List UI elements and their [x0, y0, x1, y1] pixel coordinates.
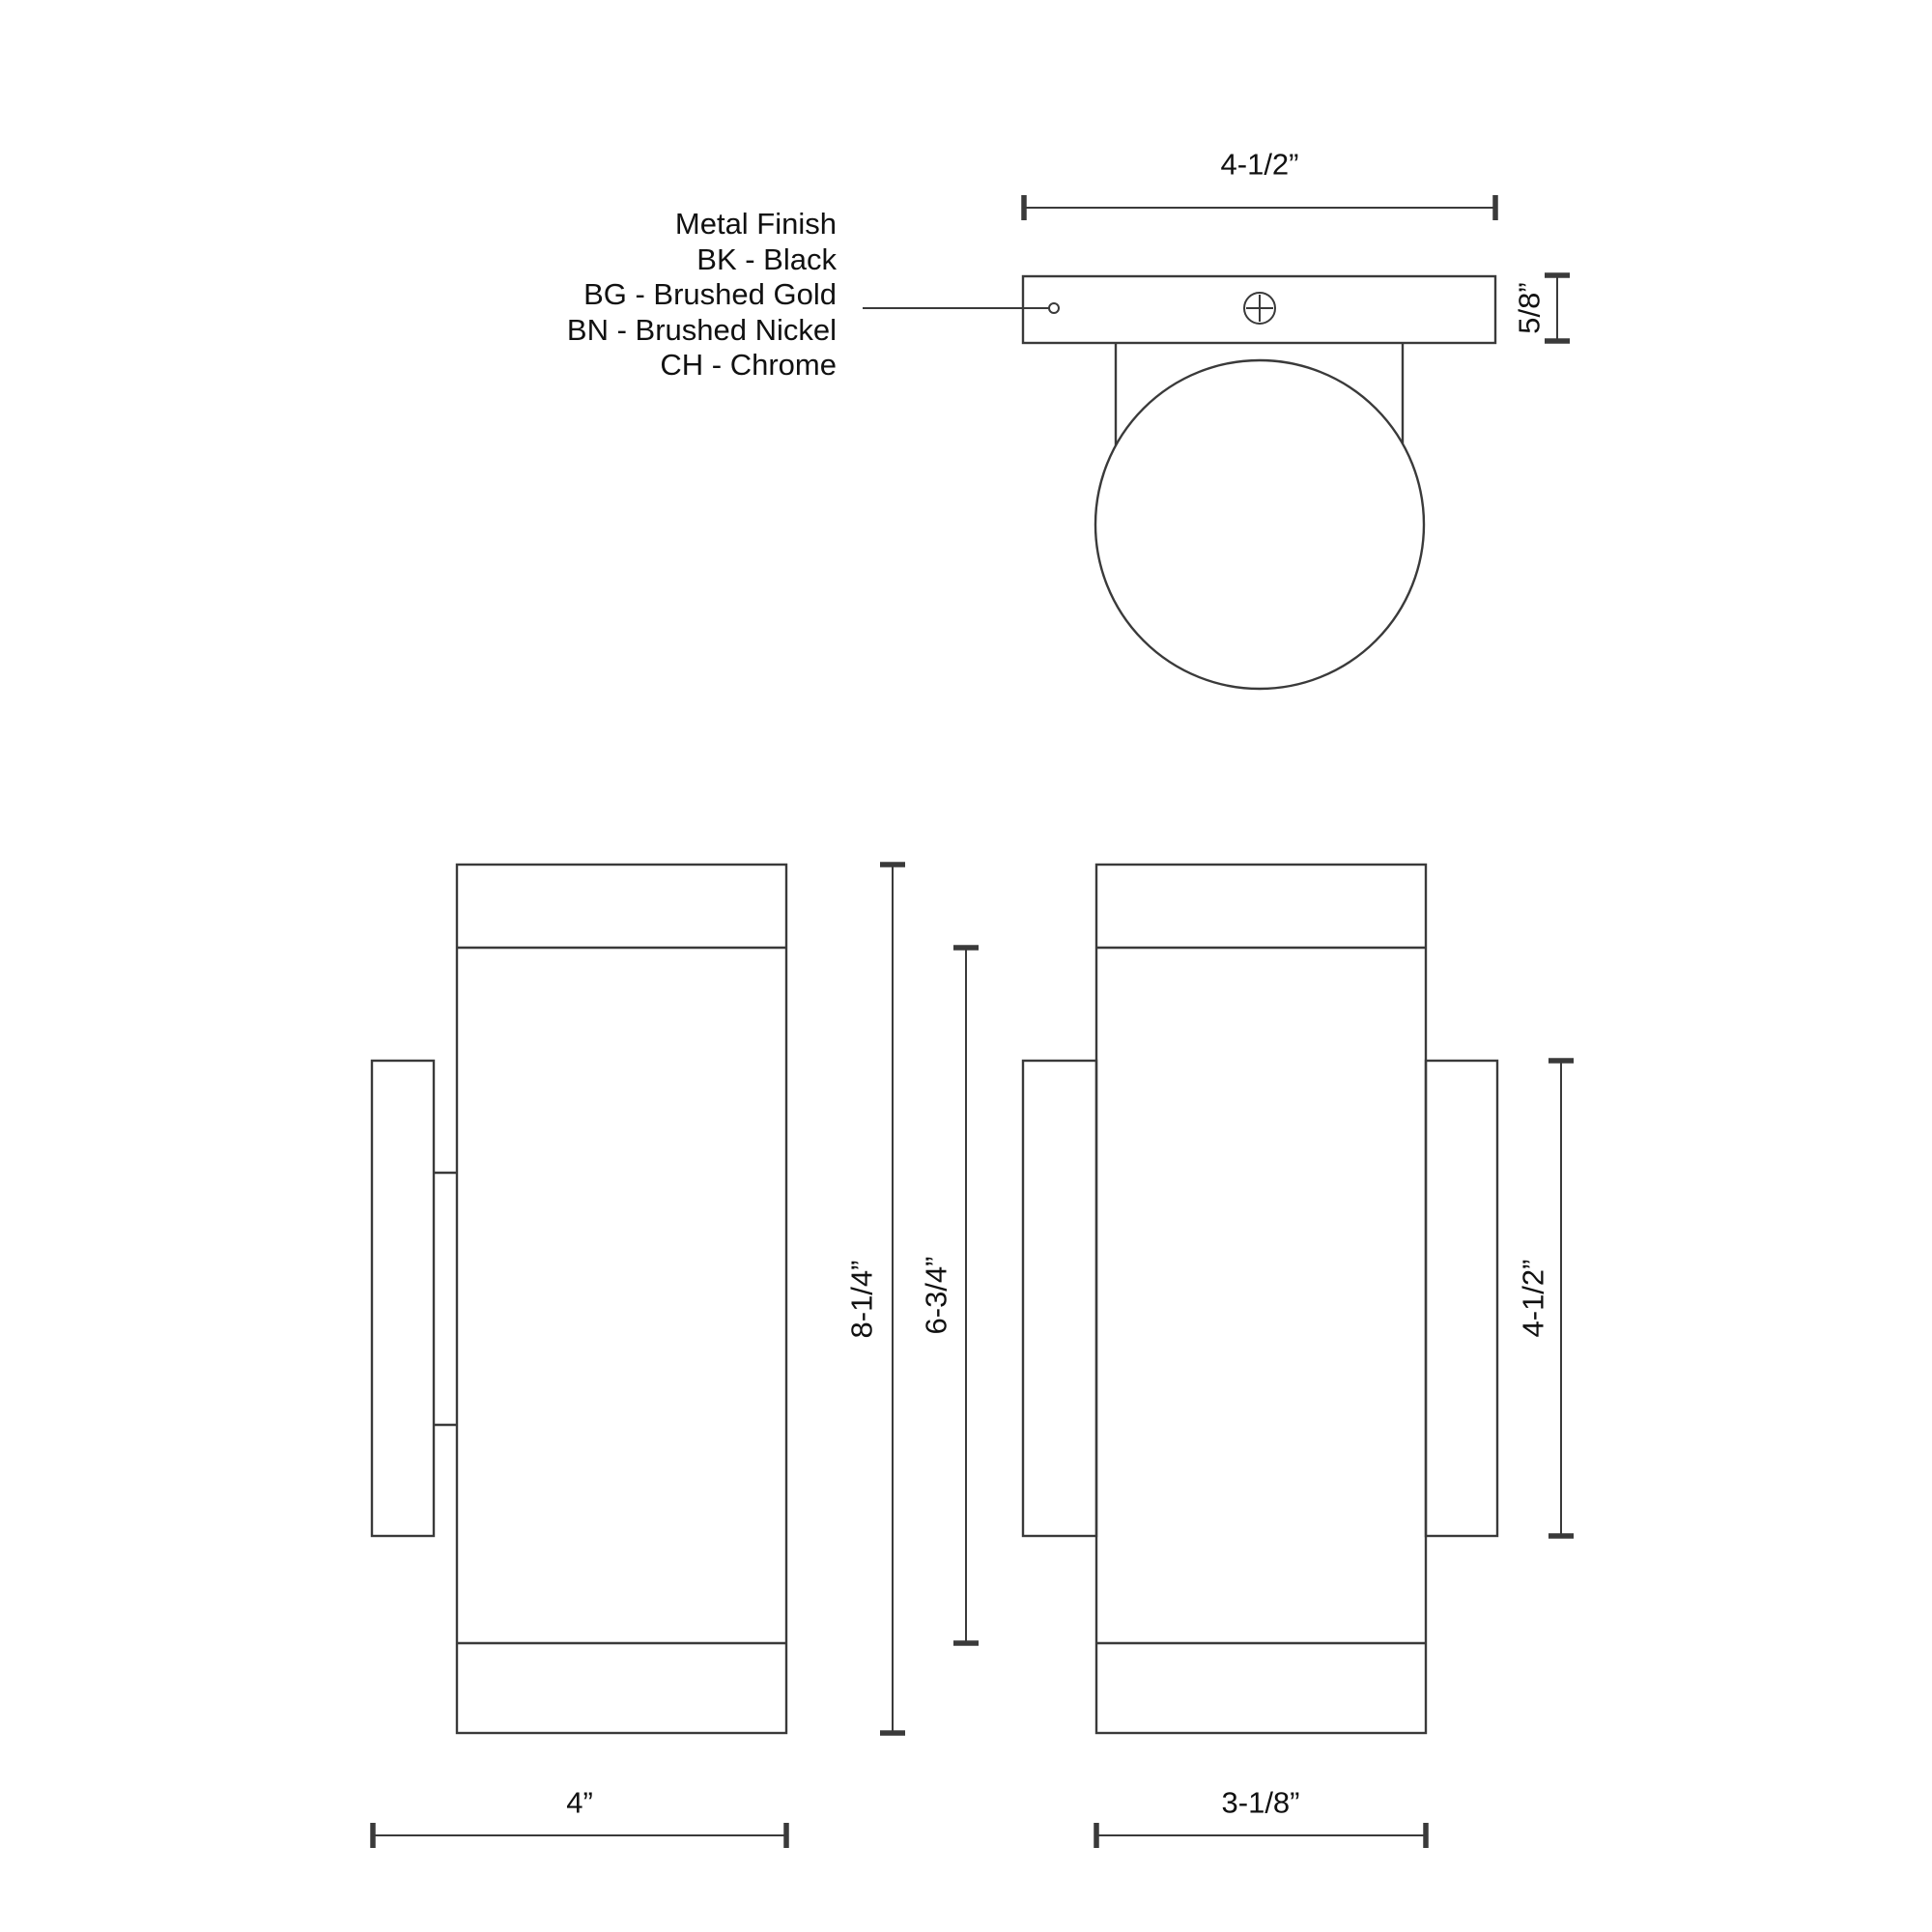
- front-view-backplate-left: [1023, 1061, 1096, 1536]
- metal-finish-legend: [567, 207, 837, 384]
- dim-label-overall-height: 8-1/4”: [844, 1260, 879, 1339]
- dim-label-overall-depth: 4”: [566, 1785, 593, 1820]
- front-view: [1023, 865, 1574, 1848]
- legend-option-bn: BN - Brushed Nickel: [566, 312, 837, 347]
- dim-label-body-height: 6-3/4”: [919, 1256, 953, 1335]
- side-view-body: [457, 865, 786, 1733]
- screw-icon: [1244, 293, 1275, 324]
- dim-label-plate-width: 4-1/2”: [1220, 147, 1299, 182]
- dim-label-body-width: 3-1/8”: [1221, 1785, 1300, 1820]
- dim-overall-height: [880, 865, 905, 1733]
- side-view-backplate: [372, 1061, 434, 1536]
- legend-title: Metal Finish: [674, 207, 837, 241]
- dim-label-plate-thickness: 5/8”: [1512, 282, 1547, 334]
- dim-plate-width: [1024, 195, 1495, 220]
- dim-label-backplate-height: 4-1/2”: [1516, 1259, 1550, 1338]
- dim-body-width: [1096, 1823, 1426, 1848]
- finish-leader: [863, 303, 1059, 313]
- top-view: [863, 195, 1570, 689]
- dim-overall-depth: [373, 1823, 786, 1848]
- top-view-cylinder-circle: [1095, 360, 1424, 689]
- dim-backplate-height: [1548, 1061, 1574, 1536]
- side-view: [372, 865, 979, 1848]
- legend-option-bk: BK - Black: [696, 242, 837, 276]
- dim-plate-thickness: [1545, 275, 1570, 341]
- finish-leader-dot: [1049, 303, 1059, 313]
- legend-option-bg: BG - Brushed Gold: [583, 277, 837, 311]
- legend-option-ch: CH - Chrome: [660, 348, 837, 382]
- front-view-backplate-right: [1426, 1061, 1497, 1536]
- front-view-body: [1096, 865, 1426, 1733]
- dim-body-height: [953, 948, 979, 1643]
